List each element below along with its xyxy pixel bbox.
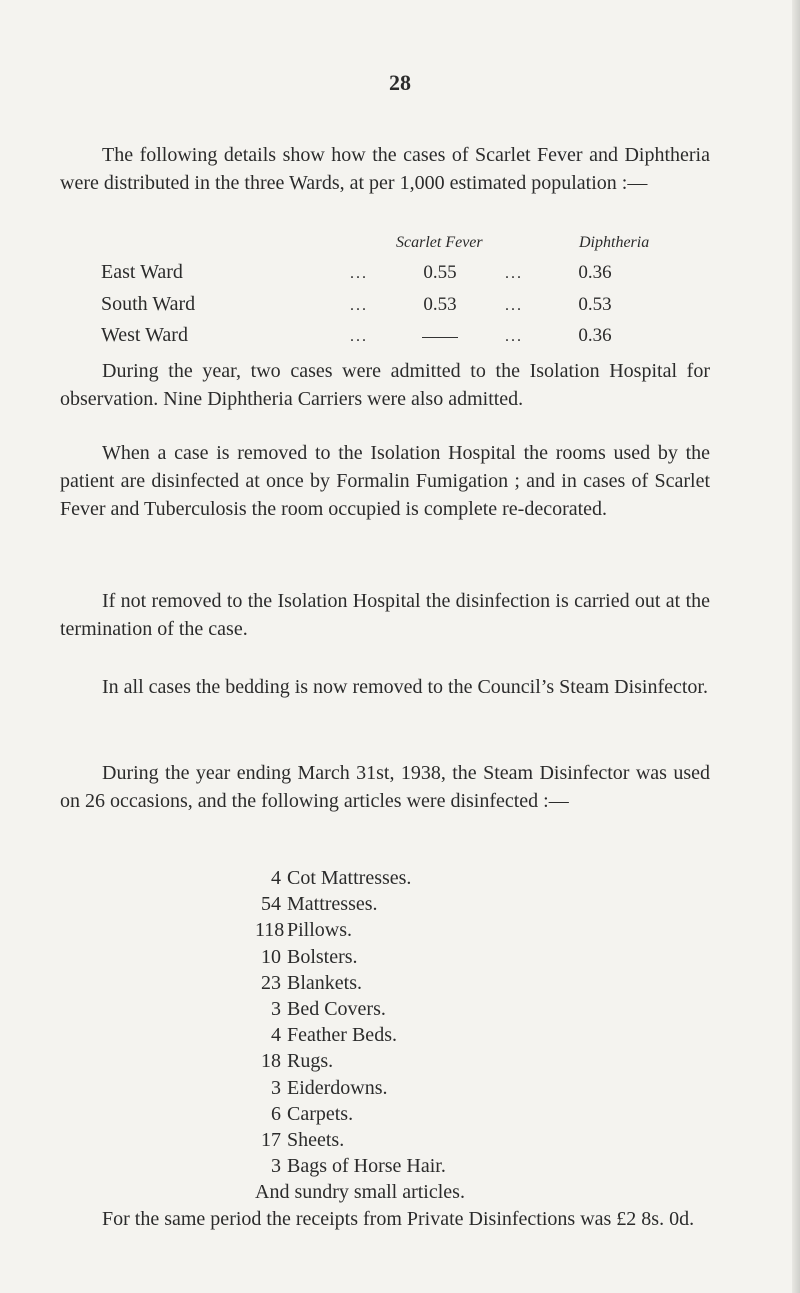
articles-list <box>255 865 465 1206</box>
intro-text: The following details show how the cases of Scarlet Fever and Diphtheria were distributed in the three Wards, at per 1,000 estimated population :— <box>60 144 710 194</box>
paragraph-termination: If not removed to the Isolation Hospital the disinfection is carried out at the termination of the case. <box>60 590 710 640</box>
page-edge-shadow <box>792 0 800 1293</box>
list-item: 17 Sheets. <box>261 1129 345 1152</box>
nil-dash <box>422 337 458 338</box>
intro-paragraph <box>60 141 710 197</box>
paragraph-admissions: During the year, two cases were admitted to the Isolation Hospital for observation. Nine Diphtheria Carriers were also admitted. <box>60 360 710 410</box>
list-item: 3 Bed Covers. <box>271 998 386 1021</box>
list-item: 10 Bolsters. <box>261 945 358 968</box>
list-item: 3 Eiderdowns. <box>271 1076 388 1099</box>
list-item: 4 Cot Mattresses. <box>271 867 412 889</box>
leader-dots: ... <box>350 265 368 282</box>
list-item: 18 Rugs. <box>261 1050 334 1073</box>
list-item: 6 Carpets. <box>271 1102 354 1125</box>
header-scarlet-fever: Scarlet Fever <box>396 234 483 251</box>
paragraph-fumigation: When a case is removed to the Isolation Hospital the rooms used by the patient are disinfected at once by Formalin Fumigation ; and in cases of Scarlet Fever and Tuberculosis the room occupied is complete re-decorated. <box>60 442 710 520</box>
leader-dots: ... <box>505 297 523 314</box>
ward-label: South Ward <box>101 293 196 315</box>
paragraph-bedding: In all cases the bedding is now removed to the Council’s Steam Disinfector. <box>102 676 708 698</box>
list-item: 54 Mattresses. <box>261 893 378 916</box>
leader-dots: ... <box>350 297 368 314</box>
header-diphtheria: Diphtheria <box>579 234 650 251</box>
list-tail: And sundry small articles. <box>255 1181 465 1204</box>
paragraph-steam-disinfector: During the year ending March 31st, 1938, the Steam Disinfector was used on 26 occasions, and the following articles were disinfected :— <box>60 762 710 812</box>
diphtheria-value: 0.36 <box>578 262 612 283</box>
paragraph-receipts: For the same period the receipts from Private Disinfections was £2 8s. 0d. <box>102 1208 695 1230</box>
list-item: 118 Pillows. <box>255 919 353 942</box>
list-item: 4 Feather Beds. <box>271 1024 397 1047</box>
scarlet-value: 0.53 <box>423 294 457 315</box>
ward-label: East Ward <box>101 261 183 283</box>
diphtheria-value: 0.36 <box>578 325 612 346</box>
page-number: 28 <box>389 70 411 95</box>
list-item: 3 Bags of Horse Hair. <box>271 1155 446 1178</box>
ward-label: West Ward <box>101 324 188 346</box>
list-item: 23 Blankets. <box>261 971 362 994</box>
leader-dots: ... <box>505 328 523 345</box>
diphtheria-value: 0.53 <box>578 294 612 315</box>
leader-dots: ... <box>505 265 523 282</box>
scarlet-value: 0.55 <box>423 262 457 283</box>
leader-dots: ... <box>350 328 368 345</box>
